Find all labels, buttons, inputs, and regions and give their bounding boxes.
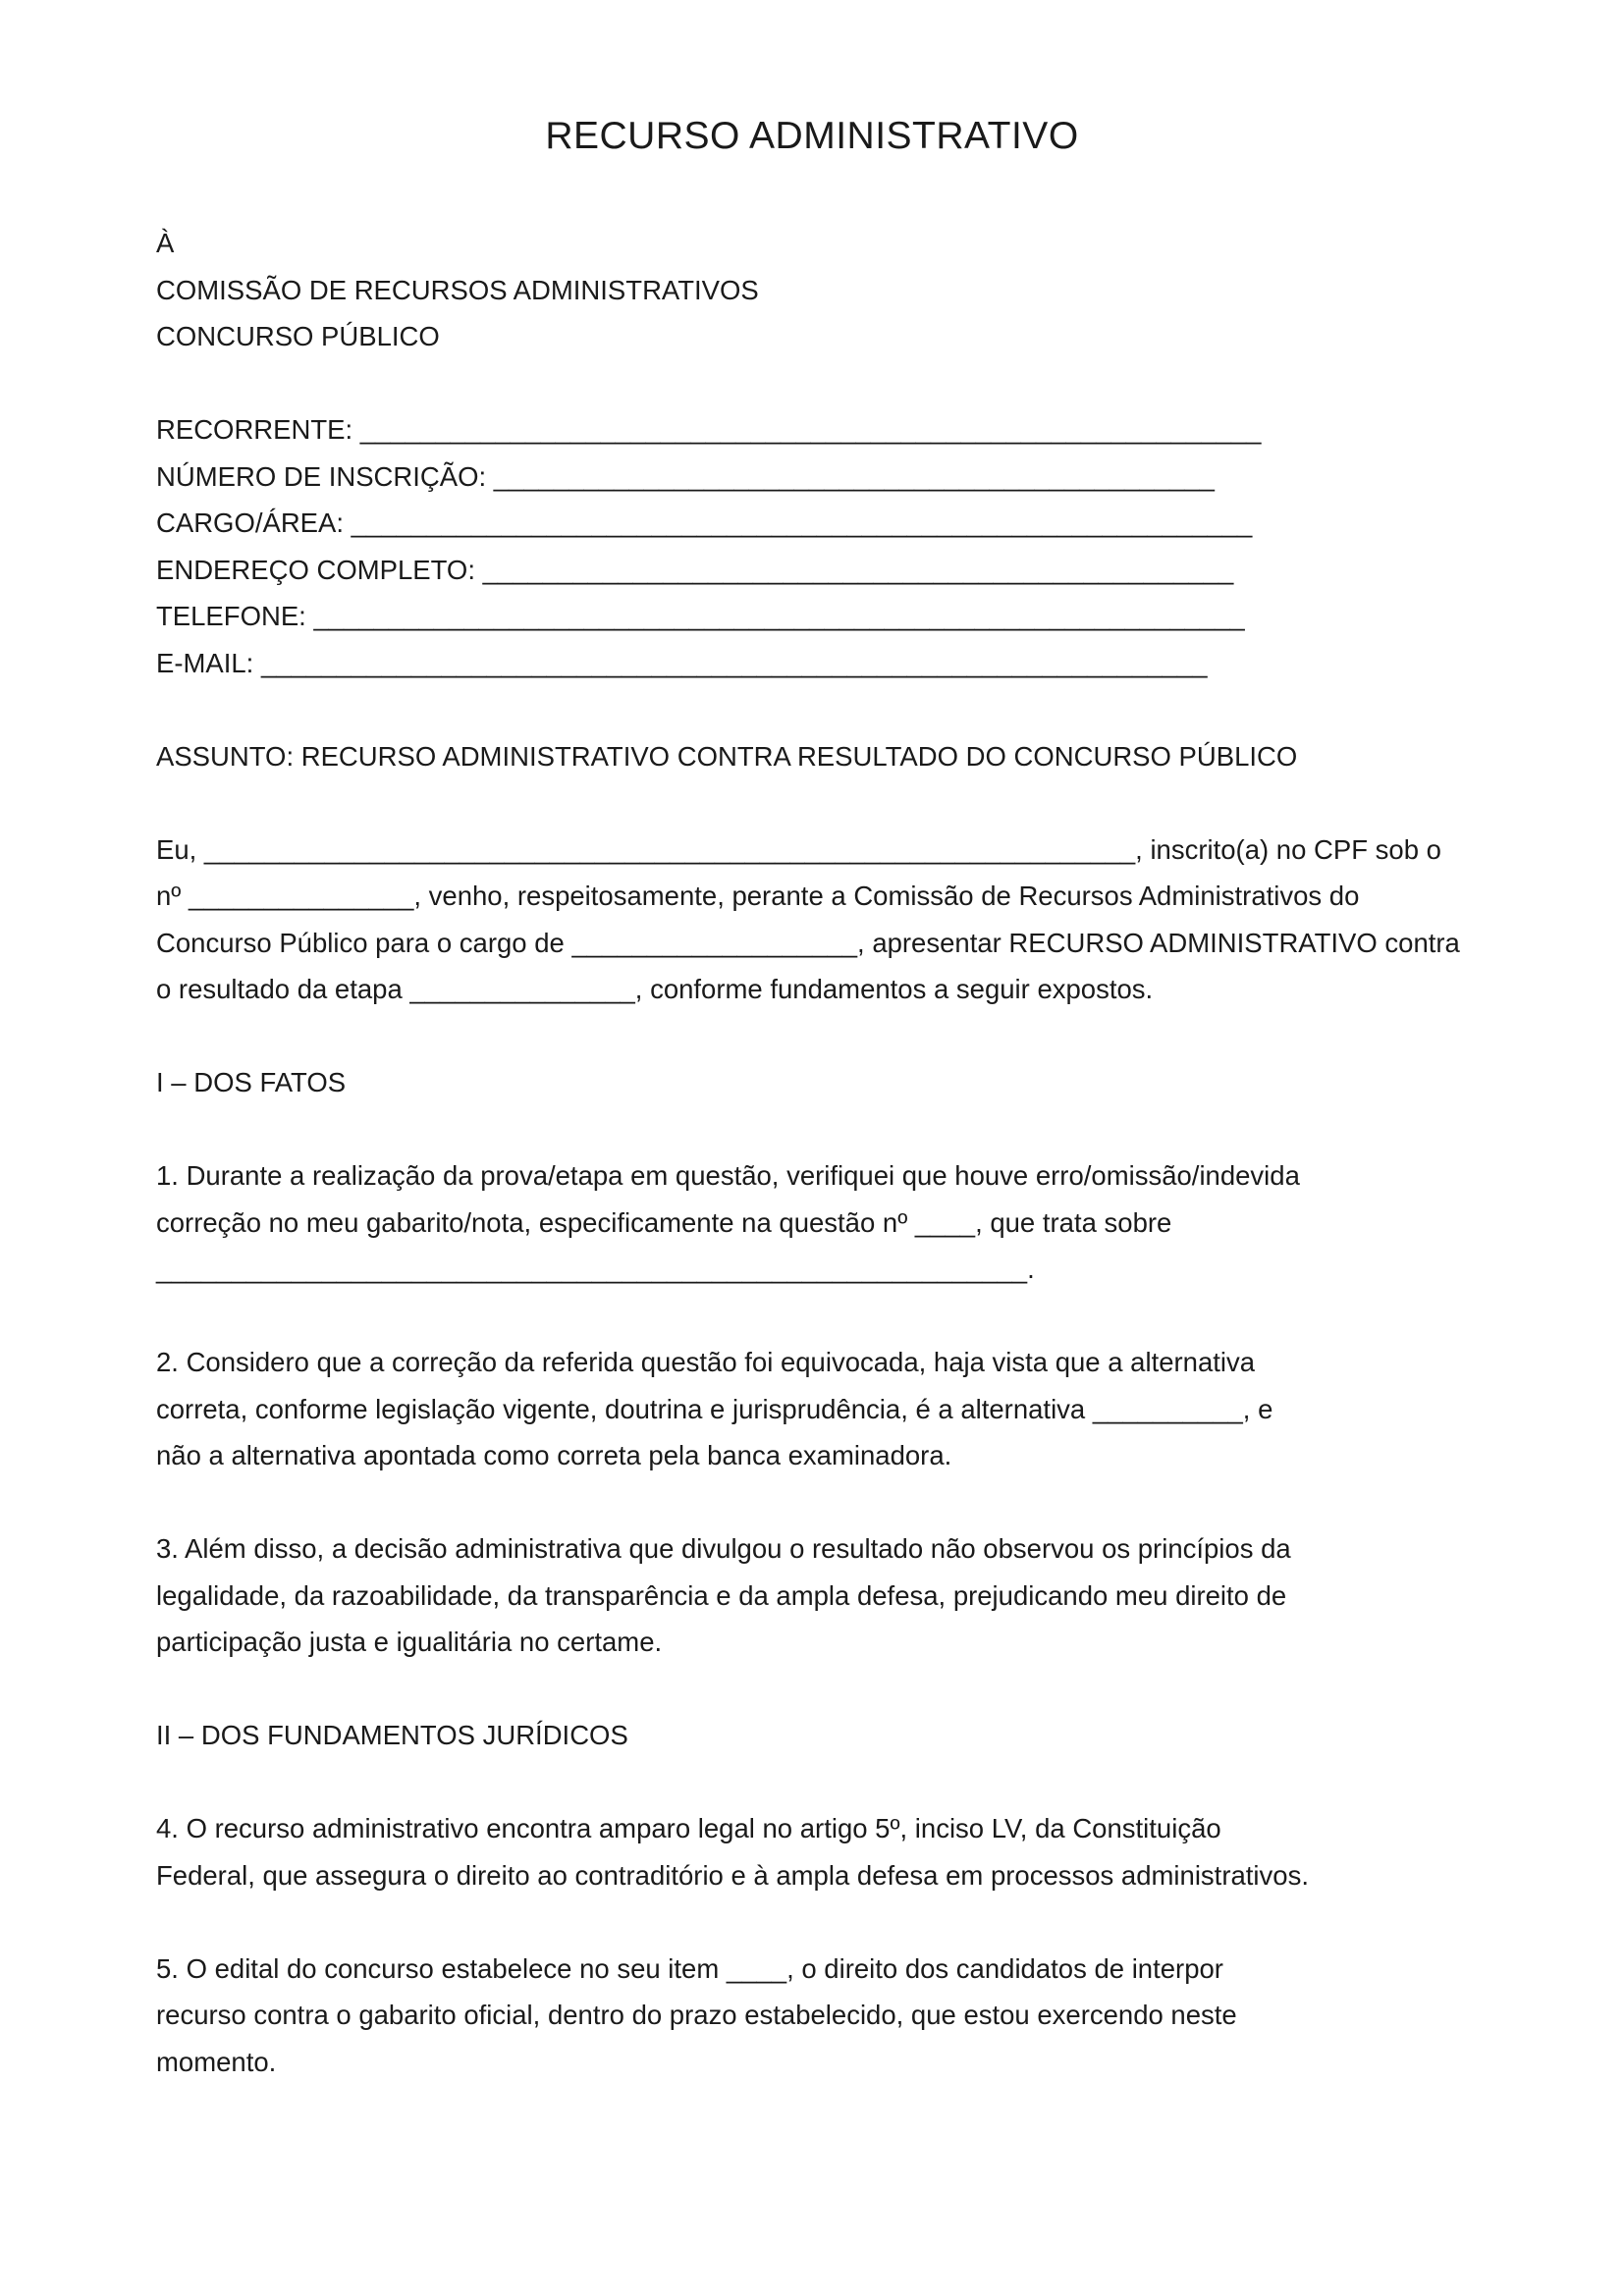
paragraph-4 bbox=[156, 1805, 1531, 1898]
document-body bbox=[156, 220, 1531, 2085]
paragraph-line: 3. Além disso, a decisão administrativa que divulgou o resultado não observou os princípios da bbox=[156, 1533, 1291, 1564]
spacer bbox=[156, 1293, 1531, 1340]
addressee-to: À bbox=[156, 228, 175, 258]
paragraph-5 bbox=[156, 1946, 1531, 2086]
section-heading-fatos: I – DOS FATOS bbox=[156, 1067, 347, 1097]
spacer bbox=[156, 1898, 1531, 1946]
paragraph-3 bbox=[156, 1525, 1531, 1666]
field-email: E-MAIL: _______________________________________________________________ bbox=[156, 647, 1208, 678]
spacer bbox=[156, 779, 1531, 827]
paragraph-line: 4. O recurso administrativo encontra amparo legal no artigo 5º, inciso LV, da Constituição bbox=[156, 1813, 1221, 1843]
paragraph-line: 2. Considero que a correção da referida questão foi equivocada, haja vista que a alternativa bbox=[156, 1347, 1256, 1377]
section-heading-fundamentos: II – DOS FUNDAMENTOS JURÍDICOS bbox=[156, 1720, 628, 1750]
paragraph-line: Concurso Público para o cargo de ___________________, apresentar RECURSO ADMINISTRATIVO contra bbox=[156, 927, 1460, 958]
spacer bbox=[156, 1666, 1531, 1713]
intro-paragraph bbox=[156, 827, 1531, 1013]
spacer bbox=[156, 1013, 1531, 1060]
paragraph-line: Eu, ______________________________________________________________, inscrito(a) no CPF sob o bbox=[156, 833, 1441, 865]
spacer bbox=[156, 686, 1531, 733]
paragraph-line: __________________________________________________________. bbox=[156, 1254, 1035, 1284]
paragraph-line: legalidade, da razoabilidade, da transparência e da ampla defesa, prejudicando meu direito de bbox=[156, 1579, 1287, 1611]
addressee-block bbox=[156, 220, 1531, 360]
document-title: RECURSO ADMINISTRATIVO bbox=[545, 115, 1079, 157]
addressee-commission: COMISSÃO DE RECURSOS ADMINISTRATIVOS bbox=[156, 274, 759, 305]
field-endereco: ENDEREÇO COMPLETO: __________________________________________________ bbox=[156, 554, 1234, 585]
paragraph-line: correção no meu gabarito/nota, especificamente na questão nº ____, que trata sobre bbox=[156, 1206, 1172, 1238]
spacer bbox=[156, 1106, 1531, 1153]
paragraph-line: momento. bbox=[156, 2046, 277, 2077]
applicant-fields bbox=[156, 406, 1531, 686]
paragraph-1 bbox=[156, 1152, 1531, 1293]
paragraph-line: nº _______________, venho, respeitosamente, perante a Comissão de Recursos Administrativos do bbox=[156, 881, 1360, 911]
field-recorrente: RECORRENTE: ____________________________________________________________ bbox=[156, 414, 1262, 445]
paragraph-line: 1. Durante a realização da prova/etapa em questão, verifiquei que houve erro/omissão/indevida bbox=[156, 1160, 1300, 1191]
paragraph-line: correta, conforme legislação vigente, doutrina e jurisprudência, é a alternativa __________, e bbox=[156, 1393, 1273, 1424]
subject-line: ASSUNTO: RECURSO ADMINISTRATIVO CONTRA RESULTADO DO CONCURSO PÚBLICO bbox=[156, 740, 1298, 772]
paragraph-2 bbox=[156, 1339, 1531, 1479]
field-inscricao: NÚMERO DE INSCRIÇÃO: ________________________________________________ bbox=[156, 460, 1215, 492]
paragraph-line: Federal, que assegura o direito ao contraditório e à ampla defesa em processos administrativos. bbox=[156, 1859, 1309, 1891]
paragraph-line: participação justa e igualitária no certame. bbox=[156, 1627, 663, 1657]
spacer bbox=[156, 360, 1531, 407]
paragraph-line: o resultado da etapa _______________, conforme fundamentos a seguir expostos. bbox=[156, 974, 1154, 1004]
addressee-contest: CONCURSO PÚBLICO bbox=[156, 321, 440, 351]
spacer bbox=[156, 1759, 1531, 1806]
spacer bbox=[156, 1479, 1531, 1526]
paragraph-line: não a alternativa apontada como correta pela banca examinadora. bbox=[156, 1440, 952, 1470]
paragraph-line: 5. O edital do concurso estabelece no seu item ____, o direito dos candidatos de interpor bbox=[156, 1952, 1223, 1984]
paragraph-line: recurso contra o gabarito oficial, dentro do prazo estabelecido, que estou exercendo neste bbox=[156, 2000, 1237, 2030]
field-telefone: TELEFONE: ______________________________________________________________ bbox=[156, 601, 1245, 631]
field-cargo: CARGO/ÁREA: ____________________________________________________________ bbox=[156, 507, 1253, 538]
